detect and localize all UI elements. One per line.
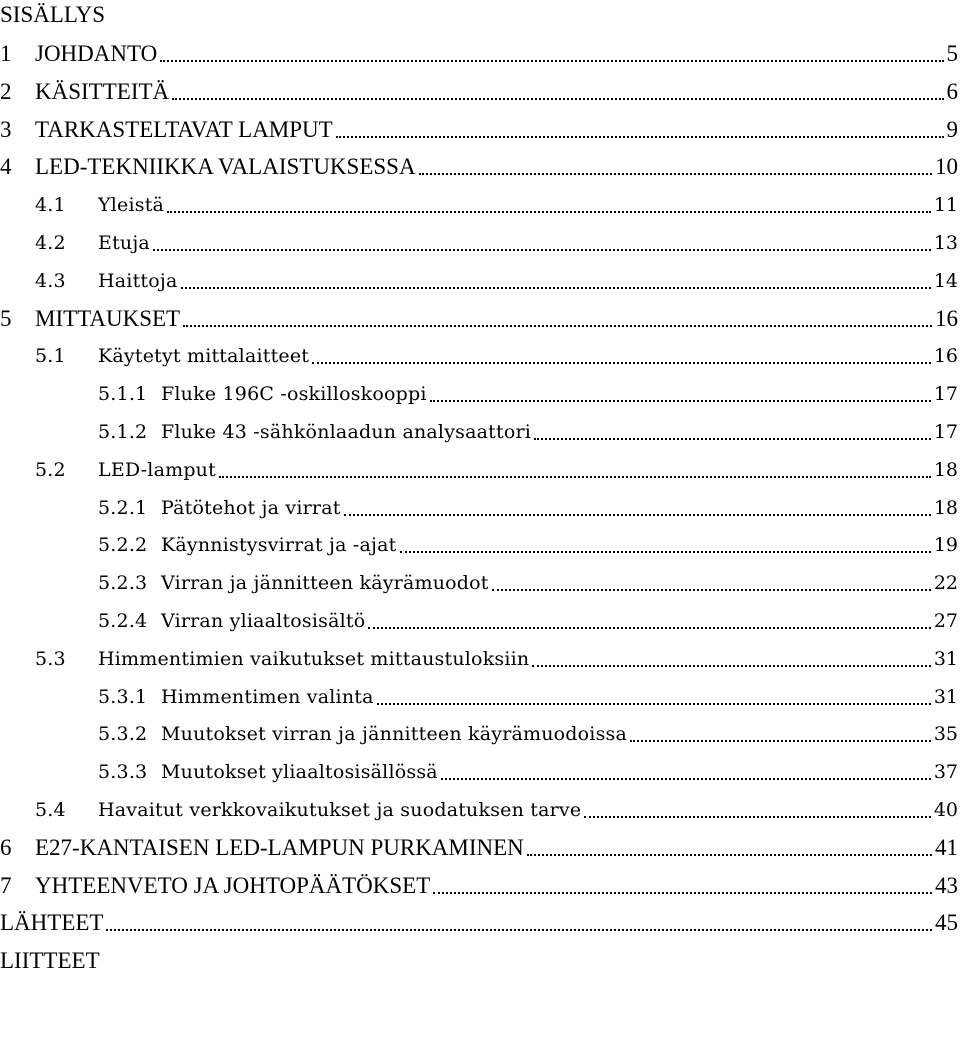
dot-leader (336, 136, 944, 138)
dot-leader (153, 249, 931, 251)
toc-entry-title: E27-KANTAISEN LED-LAMPUN PURKAMINEN (35, 835, 524, 860)
toc-entry[interactable] (0, 527, 958, 563)
dot-leader (183, 325, 932, 327)
toc-entry-title: Haittoja (98, 270, 178, 292)
toc-entry-page-number: 31 (933, 686, 958, 708)
toc-entry[interactable] (0, 187, 958, 223)
toc-entry-number: 5.2.1 (98, 497, 148, 519)
toc-entry[interactable] (0, 792, 958, 828)
toc-entry-title: LED-lamput (98, 459, 216, 481)
toc-entry[interactable] (0, 149, 958, 185)
toc-entry-title: Havaitut verkkovaikutukset ja suodatuksen tarve (98, 799, 582, 821)
toc-entry[interactable] (0, 603, 958, 639)
dot-leader (630, 740, 931, 742)
dot-leader (344, 514, 931, 516)
toc-entry-title: Käynnistysvirrat ja -ajat (161, 534, 397, 556)
dot-leader (584, 816, 931, 818)
toc-entry-number: 5.3 (35, 648, 66, 670)
toc-entry-number: 5.3.1 (98, 686, 148, 708)
toc-entry-number: 2 (0, 79, 12, 104)
toc-entry[interactable] (0, 338, 958, 374)
toc-entry-title: TARKASTELTAVAT LAMPUT (35, 117, 333, 142)
toc-entry[interactable] (0, 414, 958, 450)
toc-entry[interactable] (0, 905, 958, 941)
toc-entry-number: 5.1.1 (98, 383, 148, 405)
toc-entry-title: Muutokset virran ja jännitteen käyrämuodoissa (161, 723, 628, 745)
toc-entry-number: 6 (0, 835, 12, 860)
dot-leader (419, 173, 932, 175)
toc-entry-number: 5.2.4 (98, 610, 148, 632)
toc-entry[interactable] (0, 641, 958, 677)
toc-entry[interactable] (0, 452, 958, 488)
toc-entry[interactable] (0, 716, 958, 752)
dot-leader (430, 400, 931, 402)
toc-entry[interactable] (0, 943, 958, 979)
toc-entry-title: Himmentimien vaikutukset mittaustuloksiin (98, 648, 530, 670)
toc-entry-page-number: 6 (946, 79, 958, 104)
toc-entry[interactable] (0, 301, 958, 337)
toc-entry-page-number: 17 (933, 421, 958, 443)
toc-entry-number: 5.1 (35, 345, 66, 367)
toc-entry-page-number: 41 (935, 835, 958, 860)
dot-leader (106, 929, 932, 931)
dot-leader (532, 665, 930, 667)
toc-entry-number: 5.2.3 (98, 572, 148, 594)
toc-entry[interactable] (0, 74, 958, 110)
toc-entry[interactable] (0, 679, 958, 715)
toc-entry[interactable] (0, 490, 958, 526)
dot-leader (160, 60, 943, 62)
toc-entry-title: YHTEENVETO JA JOHTOPÄÄTÖKSET (35, 873, 431, 898)
toc-entry-page-number: 31 (933, 648, 958, 670)
toc-entry-number: 5.2.2 (98, 534, 148, 556)
toc-entry-title: LIITTEET (0, 948, 100, 973)
dot-leader (312, 362, 931, 364)
toc-entry-page-number: 40 (933, 799, 958, 821)
toc-entry-number: 5.3.3 (98, 761, 148, 783)
toc-entry[interactable] (0, 36, 958, 72)
dot-leader (527, 854, 932, 856)
toc-entry-title: Etuja (98, 232, 150, 254)
toc-entry-page-number: 18 (933, 459, 958, 481)
dot-leader (167, 211, 931, 213)
toc-entry-page-number: 45 (935, 910, 958, 935)
dot-leader (181, 287, 931, 289)
toc-entry-title: Fluke 43 -sähkönlaadun analysaattori (161, 421, 532, 443)
toc-entry[interactable] (0, 225, 958, 261)
toc-entry-number: 4.2 (35, 232, 66, 254)
toc-entry-page-number: 18 (933, 497, 958, 519)
toc-entry-page-number: 14 (933, 270, 958, 292)
toc-entry-page-number: 11 (933, 194, 958, 216)
toc-entry-title: Yleistä (98, 194, 165, 216)
toc-entry-number: 5.4 (35, 799, 66, 821)
toc-entry[interactable] (0, 830, 958, 866)
toc-entry-title: JOHDANTO (35, 41, 158, 66)
toc-entry-title: Pätötehot ja virrat (161, 497, 341, 519)
toc-entry-number: 4.1 (35, 194, 66, 216)
dot-leader (433, 892, 932, 894)
dot-leader (368, 627, 930, 629)
toc-entry[interactable] (0, 565, 958, 601)
toc-entry-page-number: 13 (933, 232, 958, 254)
toc-entry[interactable] (0, 263, 958, 299)
toc-entry-number: 5.2 (35, 459, 66, 481)
toc-entry-page-number: 19 (933, 534, 958, 556)
toc-entry-page-number: 35 (933, 723, 958, 745)
toc-entry-number: 5.3.2 (98, 723, 148, 745)
toc-entry-page-number: 10 (935, 154, 958, 179)
toc-entry[interactable] (0, 868, 958, 904)
toc-entry-page-number: 22 (933, 572, 958, 594)
toc-entry[interactable] (0, 376, 958, 412)
dot-leader (400, 551, 931, 553)
dot-leader (492, 589, 931, 591)
toc-entry-page-number: 16 (933, 345, 958, 367)
dot-leader (219, 476, 931, 478)
toc-entry-number: 7 (0, 873, 12, 898)
dot-leader (441, 778, 931, 780)
toc-entry-page-number: 43 (935, 873, 958, 898)
toc-entry-number: 4 (0, 154, 12, 179)
toc-entry[interactable] (0, 754, 958, 790)
toc-entry[interactable] (0, 112, 958, 148)
toc-entry-title: Himmentimen valinta (161, 686, 374, 708)
toc-entry-number: 5 (0, 306, 12, 331)
toc-entry-title: MITTAUKSET (35, 306, 181, 331)
toc-entry-title: Muutokset yliaaltosisällössä (161, 761, 438, 783)
toc-entry-page-number: 9 (946, 117, 958, 142)
dot-leader (377, 703, 931, 705)
page-title: SISÄLLYS (0, 2, 106, 27)
toc-entry-title: KÄSITTEITÄ (35, 79, 170, 104)
toc-entry-title: Virran ja jännitteen käyrämuodot (161, 572, 489, 594)
toc-entry-number: 4.3 (35, 270, 66, 292)
toc-entry-page-number: 17 (933, 383, 958, 405)
toc-entry-title: Virran yliaaltosisältö (161, 610, 366, 632)
dot-leader (172, 98, 943, 100)
toc-entry-page-number: 5 (946, 41, 958, 66)
dot-leader (534, 438, 931, 440)
toc-entry-title: Käytetyt mittalaitteet (98, 345, 310, 367)
toc-entry-page-number: 27 (933, 610, 958, 632)
toc-entry-number: 1 (0, 41, 12, 66)
toc-entry-number: 3 (0, 117, 12, 142)
toc-entry-number: 5.1.2 (98, 421, 148, 443)
toc-entry-title: Fluke 196C -oskilloskooppi (161, 383, 427, 405)
toc-entry-title: LÄHTEET (0, 910, 104, 935)
toc-entry-page-number: 37 (933, 761, 958, 783)
toc-entry-title: LED-TEKNIIKKA VALAISTUKSESSA (35, 154, 416, 179)
toc-entry-page-number: 16 (935, 306, 958, 331)
